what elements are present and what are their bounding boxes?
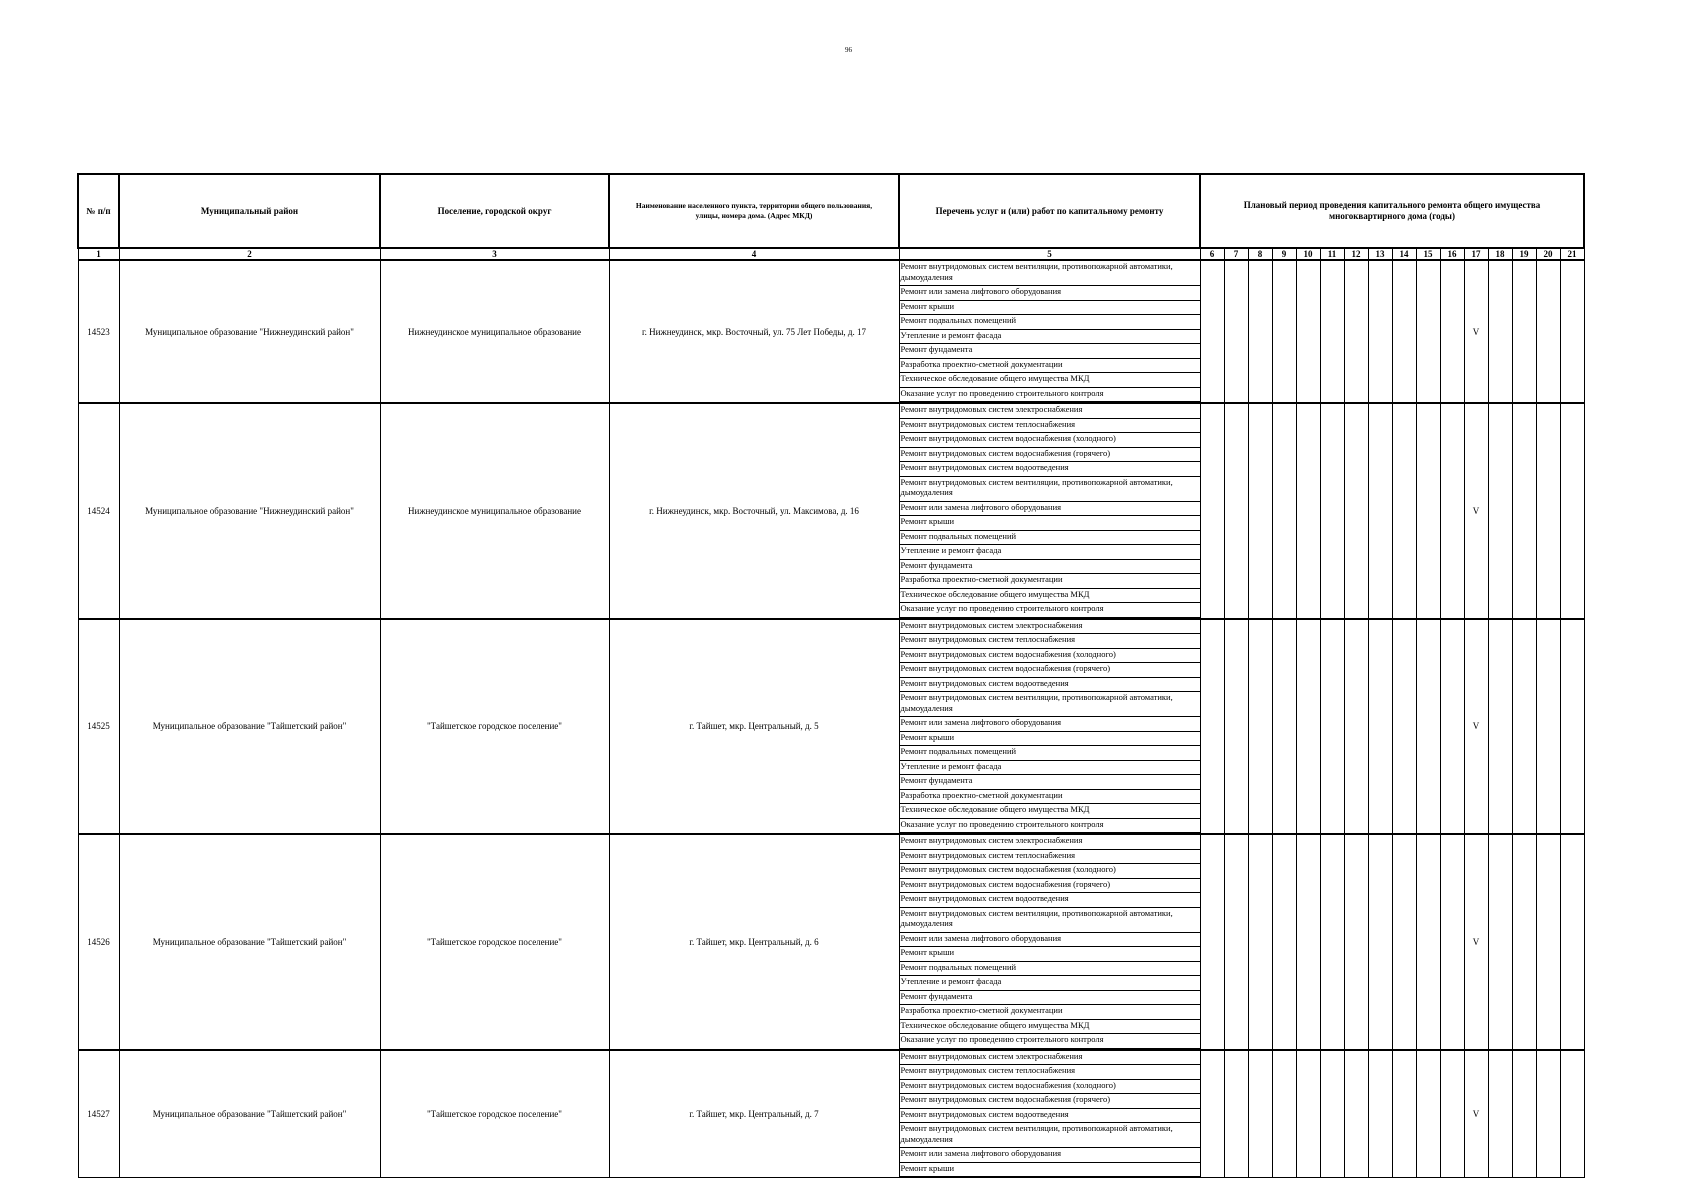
work-item: Оказание услуг по проведению строительного контроля bbox=[900, 603, 1200, 618]
table-row bbox=[78, 260, 1584, 403]
year-cell bbox=[1344, 619, 1368, 835]
column-number: 12 bbox=[1344, 248, 1368, 260]
year-mark: V bbox=[1464, 1050, 1488, 1178]
work-item: Утепление и ремонт фасада bbox=[900, 761, 1200, 776]
year-cell bbox=[1296, 260, 1320, 403]
work-item: Ремонт внутридомовых систем теплоснабжения bbox=[900, 850, 1200, 865]
column-number: 20 bbox=[1536, 248, 1560, 260]
work-item: Ремонт подвальных помещений bbox=[900, 746, 1200, 761]
column-number: 4 bbox=[609, 248, 899, 260]
header-district: Муниципальный район bbox=[119, 174, 380, 248]
header-row bbox=[78, 174, 1584, 248]
year-cell bbox=[1296, 619, 1320, 835]
work-item: Разработка проектно-сметной документации bbox=[900, 790, 1200, 805]
year-cell bbox=[1536, 1050, 1560, 1178]
district-cell: Муниципальное образование "Тайшетский район" bbox=[119, 619, 380, 835]
work-item: Ремонт крыши bbox=[900, 301, 1200, 316]
work-item: Ремонт внутридомовых систем электроснабжения bbox=[900, 404, 1200, 419]
year-cell bbox=[1296, 834, 1320, 1050]
work-item: Ремонт фундамента bbox=[900, 775, 1200, 790]
district-cell: Муниципальное образование "Нижнеудинский район" bbox=[119, 260, 380, 403]
district-cell: Муниципальное образование "Тайшетский район" bbox=[119, 834, 380, 1050]
year-cell bbox=[1224, 260, 1248, 403]
work-item: Ремонт крыши bbox=[900, 1163, 1200, 1178]
work-item: Оказание услуг по проведению строительного контроля bbox=[900, 819, 1200, 834]
year-mark: V bbox=[1464, 403, 1488, 619]
year-cell bbox=[1272, 619, 1296, 835]
work-item: Ремонт внутридомовых систем теплоснабжения bbox=[900, 1065, 1200, 1080]
work-item: Ремонт внутридомовых систем водоотведения bbox=[900, 678, 1200, 693]
year-cell bbox=[1272, 1050, 1296, 1178]
work-item: Ремонт или замена лифтового оборудования bbox=[900, 1148, 1200, 1163]
row-number: 14524 bbox=[78, 403, 119, 619]
column-number: 19 bbox=[1512, 248, 1536, 260]
work-item: Ремонт внутридомовых систем водоотведения bbox=[900, 462, 1200, 477]
settlement-cell: Нижнеудинское муниципальное образование bbox=[380, 260, 609, 403]
year-cell bbox=[1200, 619, 1224, 835]
work-item: Ремонт внутридомовых систем водоотведения bbox=[900, 1109, 1200, 1124]
year-cell bbox=[1512, 260, 1536, 403]
column-number: 21 bbox=[1560, 248, 1584, 260]
year-cell bbox=[1320, 834, 1344, 1050]
work-item: Оказание услуг по проведению строительного контроля bbox=[900, 1034, 1200, 1049]
column-number-row bbox=[78, 248, 1584, 260]
year-cell bbox=[1344, 260, 1368, 403]
year-cell bbox=[1488, 403, 1512, 619]
work-item: Ремонт внутридомовых систем теплоснабжения bbox=[900, 634, 1200, 649]
year-cell bbox=[1368, 403, 1392, 619]
work-item: Ремонт внутридомовых систем вентиляции, противопожарной автоматики, дымоудаления bbox=[900, 1123, 1200, 1148]
year-cell bbox=[1416, 1050, 1440, 1178]
year-mark: V bbox=[1464, 260, 1488, 403]
work-item: Ремонт внутридомовых систем вентиляции, противопожарной автоматики, дымоудаления bbox=[900, 908, 1200, 933]
year-cell bbox=[1200, 403, 1224, 619]
work-item: Ремонт крыши bbox=[900, 516, 1200, 531]
work-item: Ремонт внутридомовых систем электроснабжения bbox=[900, 835, 1200, 850]
work-item: Ремонт подвальных помещений bbox=[900, 531, 1200, 546]
year-cell bbox=[1272, 403, 1296, 619]
year-cell bbox=[1392, 619, 1416, 835]
work-item: Техническое обследование общего имущества МКД bbox=[900, 589, 1200, 604]
year-cell bbox=[1224, 834, 1248, 1050]
year-cell bbox=[1488, 834, 1512, 1050]
year-cell bbox=[1416, 834, 1440, 1050]
header-address: Наименование населенного пункта, территории общего пользования, улицы, номера дома. (Адрес МКД) bbox=[609, 174, 899, 248]
year-cell bbox=[1560, 260, 1584, 403]
year-cell bbox=[1512, 1050, 1536, 1178]
work-item: Ремонт или замена лифтового оборудования bbox=[900, 717, 1200, 732]
address-cell: г. Тайшет, мкр. Центральный, д. 7 bbox=[609, 1050, 899, 1178]
settlement-cell: "Тайшетское городское поселение" bbox=[380, 1050, 609, 1178]
header-settlement: Поселение, городской округ bbox=[380, 174, 609, 248]
header-number: № п/п bbox=[78, 174, 119, 248]
year-cell bbox=[1272, 260, 1296, 403]
work-item: Ремонт внутридомовых систем электроснабжения bbox=[900, 1051, 1200, 1066]
works-list bbox=[899, 403, 1200, 619]
row-number: 14525 bbox=[78, 619, 119, 835]
year-cell bbox=[1368, 260, 1392, 403]
column-number: 7 bbox=[1224, 248, 1248, 260]
year-cell bbox=[1344, 403, 1368, 619]
page-number: 96 bbox=[845, 46, 852, 54]
column-number: 5 bbox=[899, 248, 1200, 260]
year-cell bbox=[1440, 1050, 1464, 1178]
year-cell bbox=[1512, 619, 1536, 835]
column-number: 11 bbox=[1320, 248, 1344, 260]
work-item: Ремонт внутридомовых систем теплоснабжения bbox=[900, 419, 1200, 434]
works-list bbox=[899, 619, 1200, 835]
row-number: 14526 bbox=[78, 834, 119, 1050]
settlement-cell: "Тайшетское городское поселение" bbox=[380, 619, 609, 835]
work-item: Разработка проектно-сметной документации bbox=[900, 1005, 1200, 1020]
year-cell bbox=[1488, 260, 1512, 403]
work-item: Ремонт фундамента bbox=[900, 991, 1200, 1006]
work-item: Разработка проектно-сметной документации bbox=[900, 359, 1200, 374]
table-row bbox=[78, 619, 1584, 835]
works-list bbox=[899, 260, 1200, 403]
work-item: Ремонт внутридомовых систем водоснабжения (холодного) bbox=[900, 1080, 1200, 1095]
year-cell bbox=[1272, 834, 1296, 1050]
column-number: 10 bbox=[1296, 248, 1320, 260]
year-cell bbox=[1344, 1050, 1368, 1178]
year-cell bbox=[1320, 260, 1344, 403]
year-cell bbox=[1344, 834, 1368, 1050]
column-number: 18 bbox=[1488, 248, 1512, 260]
work-item: Ремонт внутридомовых систем вентиляции, противопожарной автоматики, дымоудаления bbox=[900, 261, 1200, 286]
year-cell bbox=[1416, 619, 1440, 835]
row-number: 14527 bbox=[78, 1050, 119, 1178]
year-cell bbox=[1416, 403, 1440, 619]
year-cell bbox=[1224, 1050, 1248, 1178]
year-cell bbox=[1224, 403, 1248, 619]
year-cell bbox=[1536, 834, 1560, 1050]
work-item: Ремонт внутридомовых систем водоснабжения (холодного) bbox=[900, 433, 1200, 448]
year-cell bbox=[1488, 1050, 1512, 1178]
work-item: Ремонт подвальных помещений bbox=[900, 315, 1200, 330]
work-item: Ремонт или замена лифтового оборудования bbox=[900, 286, 1200, 301]
column-number: 17 bbox=[1464, 248, 1488, 260]
year-cell bbox=[1224, 619, 1248, 835]
address-cell: г. Нижнеудинск, мкр. Восточный, ул. 75 Лет Победы, д. 17 bbox=[609, 260, 899, 403]
work-item: Ремонт внутридомовых систем водоснабжения (холодного) bbox=[900, 649, 1200, 664]
year-cell bbox=[1296, 403, 1320, 619]
year-mark: V bbox=[1464, 834, 1488, 1050]
column-number: 14 bbox=[1392, 248, 1416, 260]
row-number: 14523 bbox=[78, 260, 119, 403]
works-list bbox=[899, 834, 1200, 1050]
year-cell bbox=[1392, 260, 1416, 403]
year-cell bbox=[1440, 403, 1464, 619]
table-row bbox=[78, 834, 1584, 1050]
year-cell bbox=[1248, 619, 1272, 835]
year-cell bbox=[1512, 403, 1536, 619]
header-works: Перечень услуг и (или) работ по капитальному ремонту bbox=[899, 174, 1200, 248]
year-cell bbox=[1320, 1050, 1344, 1178]
work-item: Техническое обследование общего имущества МКД bbox=[900, 804, 1200, 819]
address-cell: г. Нижнеудинск, мкр. Восточный, ул. Максимова, д. 16 bbox=[609, 403, 899, 619]
column-number: 2 bbox=[119, 248, 380, 260]
year-mark: V bbox=[1464, 619, 1488, 835]
column-number: 1 bbox=[78, 248, 119, 260]
year-cell bbox=[1248, 834, 1272, 1050]
year-cell bbox=[1488, 619, 1512, 835]
year-cell bbox=[1512, 834, 1536, 1050]
header-planned-period: Плановый период проведения капитального ремонта общего имущества многоквартирного дома (годы) bbox=[1200, 174, 1584, 248]
year-cell bbox=[1416, 260, 1440, 403]
year-cell bbox=[1320, 619, 1344, 835]
works-list bbox=[899, 1050, 1200, 1178]
year-cell bbox=[1296, 1050, 1320, 1178]
year-cell bbox=[1200, 1050, 1224, 1178]
year-cell bbox=[1392, 1050, 1416, 1178]
work-item: Ремонт или замена лифтового оборудования bbox=[900, 502, 1200, 517]
work-item: Техническое обследование общего имущества МКД bbox=[900, 373, 1200, 388]
year-cell bbox=[1536, 260, 1560, 403]
table-row bbox=[78, 403, 1584, 619]
work-item: Ремонт внутридомовых систем водоснабжения (горячего) bbox=[900, 879, 1200, 894]
column-number: 8 bbox=[1248, 248, 1272, 260]
column-number: 13 bbox=[1368, 248, 1392, 260]
work-item: Ремонт крыши bbox=[900, 947, 1200, 962]
work-item: Ремонт внутридомовых систем электроснабжения bbox=[900, 620, 1200, 635]
year-cell bbox=[1248, 403, 1272, 619]
column-number: 15 bbox=[1416, 248, 1440, 260]
work-item: Разработка проектно-сметной документации bbox=[900, 574, 1200, 589]
work-item: Ремонт внутридомовых систем водоотведения bbox=[900, 893, 1200, 908]
work-item: Ремонт внутридомовых систем вентиляции, противопожарной автоматики, дымоудаления bbox=[900, 692, 1200, 717]
work-item: Оказание услуг по проведению строительного контроля bbox=[900, 388, 1200, 403]
year-cell bbox=[1536, 619, 1560, 835]
year-cell bbox=[1392, 403, 1416, 619]
column-number: 6 bbox=[1200, 248, 1224, 260]
work-item: Утепление и ремонт фасада bbox=[900, 330, 1200, 345]
work-item: Техническое обследование общего имущества МКД bbox=[900, 1020, 1200, 1035]
year-cell bbox=[1440, 834, 1464, 1050]
work-item: Утепление и ремонт фасада bbox=[900, 545, 1200, 560]
work-item: Ремонт подвальных помещений bbox=[900, 962, 1200, 977]
work-item: Утепление и ремонт фасада bbox=[900, 976, 1200, 991]
settlement-cell: Нижнеудинское муниципальное образование bbox=[380, 403, 609, 619]
table-row bbox=[78, 1050, 1584, 1178]
work-item: Ремонт фундамента bbox=[900, 560, 1200, 575]
district-cell: Муниципальное образование "Тайшетский район" bbox=[119, 1050, 380, 1178]
column-number: 3 bbox=[380, 248, 609, 260]
year-cell bbox=[1320, 403, 1344, 619]
year-cell bbox=[1440, 260, 1464, 403]
year-cell bbox=[1368, 1050, 1392, 1178]
address-cell: г. Тайшет, мкр. Центральный, д. 5 bbox=[609, 619, 899, 835]
work-item: Ремонт внутридомовых систем водоснабжения (горячего) bbox=[900, 448, 1200, 463]
year-cell bbox=[1368, 619, 1392, 835]
year-cell bbox=[1392, 834, 1416, 1050]
work-item: Ремонт внутридомовых систем водоснабжения (горячего) bbox=[900, 663, 1200, 678]
work-item: Ремонт внутридомовых систем водоснабжения (холодного) bbox=[900, 864, 1200, 879]
year-cell bbox=[1248, 260, 1272, 403]
work-item: Ремонт внутридомовых систем водоснабжения (горячего) bbox=[900, 1094, 1200, 1109]
capital-repair-table bbox=[77, 173, 1585, 1178]
year-cell bbox=[1200, 260, 1224, 403]
settlement-cell: "Тайшетское городское поселение" bbox=[380, 834, 609, 1050]
work-item: Ремонт крыши bbox=[900, 732, 1200, 747]
work-item: Ремонт или замена лифтового оборудования bbox=[900, 933, 1200, 948]
year-cell bbox=[1560, 834, 1584, 1050]
year-cell bbox=[1200, 834, 1224, 1050]
year-cell bbox=[1440, 619, 1464, 835]
year-cell bbox=[1248, 1050, 1272, 1178]
work-item: Ремонт внутридомовых систем вентиляции, противопожарной автоматики, дымоудаления bbox=[900, 477, 1200, 502]
column-number: 9 bbox=[1272, 248, 1296, 260]
address-cell: г. Тайшет, мкр. Центральный, д. 6 bbox=[609, 834, 899, 1050]
column-number: 16 bbox=[1440, 248, 1464, 260]
district-cell: Муниципальное образование "Нижнеудинский район" bbox=[119, 403, 380, 619]
year-cell bbox=[1560, 403, 1584, 619]
year-cell bbox=[1536, 403, 1560, 619]
year-cell bbox=[1368, 834, 1392, 1050]
work-item: Ремонт фундамента bbox=[900, 344, 1200, 359]
year-cell bbox=[1560, 619, 1584, 835]
year-cell bbox=[1560, 1050, 1584, 1178]
